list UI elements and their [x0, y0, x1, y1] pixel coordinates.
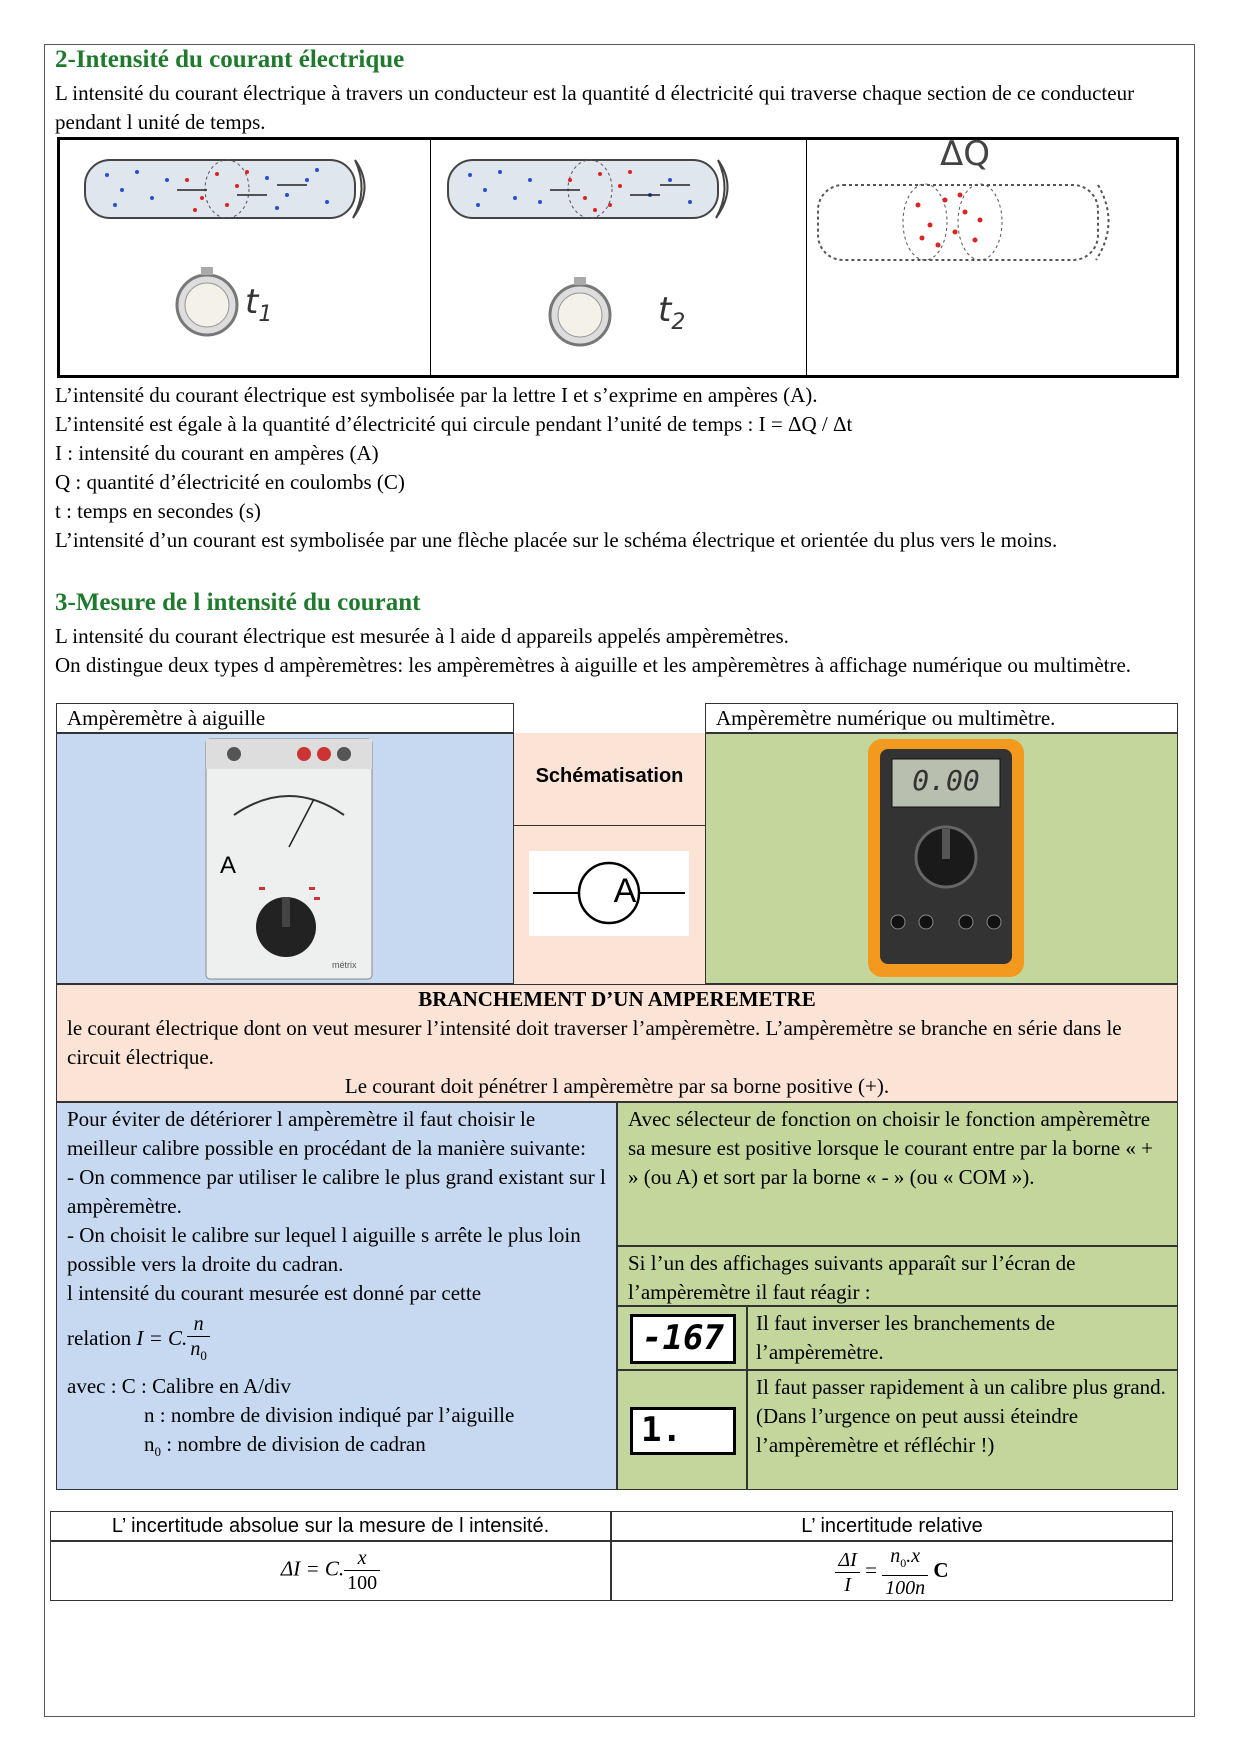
line-arrow: L’intensité d’un courant est symbolisée par une flèche placée sur le schéma électrique et orientée du plus vers le moins. [55, 528, 1058, 552]
col-right-header: Ampèremètre numérique ou multimètre. [705, 703, 1178, 733]
msg1-cell [747, 1306, 1178, 1370]
relation-fraction: $\frac{n}{n_0}$ [187, 1312, 210, 1368]
branchement-text2: Le courant doit pénétrer l ampèremètre par sa borne positive (+). [344, 1074, 890, 1098]
line-i: I : intensité du courant en ampères (A) [55, 441, 379, 465]
symbol-letter: A [613, 872, 637, 910]
dq-label: ΔQ [940, 134, 991, 174]
schema-symbol-cell [514, 826, 705, 984]
line-symbol: L’intensité du courant électrique est symbolisée par la lettre I et s’exprime en ampères (A). [55, 383, 818, 407]
section3-intro [55, 622, 1190, 680]
calibre-def-n: n : nombre de division indiqué par l’aiguille [144, 1403, 515, 1427]
analog-ammeter-cell [56, 733, 514, 984]
calibre-intro: Pour éviter de détériorer l ampèremètre il faut choisir le meilleur calibre possible en procédant de la manière suivante: [67, 1107, 586, 1160]
selector-text: Avec sélecteur de fonction on choisir le fonction ampèremètre [628, 1107, 1151, 1131]
calibre-relation: relation I = C. $\frac{n}{n_0}$ [67, 1312, 606, 1372]
schema-label: Schématisation [535, 765, 684, 787]
rel-uncertainty-formula: $\frac{\Delta I}{I}$ = $\frac{n_0.x}{100n}$ C [611, 1541, 1173, 1601]
schema-label-cell [514, 733, 705, 826]
figure-panel [57, 134, 1179, 378]
calibre-def-n0: $n_0$ : nombre de division de cadran [144, 1432, 426, 1460]
section2-title: 2-Intensité du courant électrique [55, 46, 405, 73]
analog-brand: métrix [332, 960, 357, 970]
line-q: Q : quantité d’électricité en coulombs (C) [55, 470, 405, 494]
t2-label: $t_2$ [658, 290, 686, 335]
calibre-def-c: avec : C : Calibre en A/div [67, 1374, 291, 1398]
calibre-step2: - On choisit le calibre sur lequel l aiguille s arrête le plus loin possible vers la droite du cadran. [67, 1223, 581, 1276]
calibre-step1: - On commence par utiliser le calibre le plus grand existant sur l ampèremètre. [67, 1165, 606, 1218]
branchement-text: le courant électrique dont on veut mesurer l’intensité doit traverser l’ampèremètre. L’ampèremètre se branche en série dans le circuit électrique. [67, 1016, 1122, 1069]
digital-display: 0.00 [912, 764, 980, 797]
display-overflow: 1. [630, 1407, 736, 1455]
abs-uncertainty-header: L’ incertitude absolue sur la mesure de l intensité. [50, 1511, 611, 1541]
calibre-measure: l intensité du courant mesurée est donné par cette [67, 1281, 482, 1305]
selector-block [617, 1102, 1178, 1246]
line-t: t : temps en secondes (s) [55, 499, 261, 523]
display2-cell [617, 1370, 747, 1490]
tube-figure-2 [440, 150, 790, 375]
msg-invert: Il faut inverser les branchements de l’ampèremètre. [756, 1311, 1056, 1364]
calibre-block [56, 1102, 617, 1490]
tube-figure-1 [77, 150, 417, 375]
display-warning-block [617, 1246, 1178, 1306]
section3-title: 3-Mesure de l intensité du courant [55, 589, 421, 616]
display-warning-text: Si l’un des affichages suivants apparaît sur l’écran de l’ampèremètre il faut réagir : [628, 1251, 1076, 1304]
intro-line1: L intensité du courant électrique est mesurée à l aide d appareils appelés ampèremètres. [55, 624, 789, 648]
digital-ammeter-cell [705, 733, 1178, 984]
col-left-header: Ampèremètre à aiguille [56, 703, 514, 733]
branchement-title: BRANCHEMENT D’UN AMPEREMETRE [418, 987, 816, 1011]
tube-figure-3 [810, 170, 1175, 290]
intro-line2: On distingue deux types d ampèremètres: les ampèremètres à aiguille et les ampèremètres à affichage numérique ou multimètre. [55, 653, 1132, 677]
display-negative: -167 [630, 1314, 736, 1364]
abs-uncertainty-formula: ΔI = C. $\frac{x}{100}$ [50, 1541, 611, 1601]
analog-letter: A [220, 852, 237, 879]
section2-definition: L intensité du courant électrique à travers un conducteur est la quantité d électricité qui traverse chaque section de ce conducteur pendant l unité de temps. [55, 81, 1135, 134]
polarity-text: sa mesure est positive lorsque le courant entre par la borne « + » (ou A) et sort par la borne « - » (ou « COM »). [628, 1136, 1153, 1189]
msg-calibre: Il faut passer rapidement à un calibre plus grand. (Dans l’urgence on peut aussi éteindre l’ampèremètre et réfléchir !) [756, 1375, 1166, 1457]
line-equation: L’intensité est égale à la quantité d’électricité qui circule pendant l’unité de temps : I = ΔQ / Δt [55, 412, 853, 436]
display1-cell [617, 1306, 747, 1370]
msg2-cell [747, 1370, 1178, 1490]
branchement-block [56, 984, 1178, 1102]
rel-uncertainty-header: L’ incertitude relative [611, 1511, 1173, 1541]
section2-text [55, 381, 1190, 555]
t1-label: $t_1$ [245, 282, 273, 327]
